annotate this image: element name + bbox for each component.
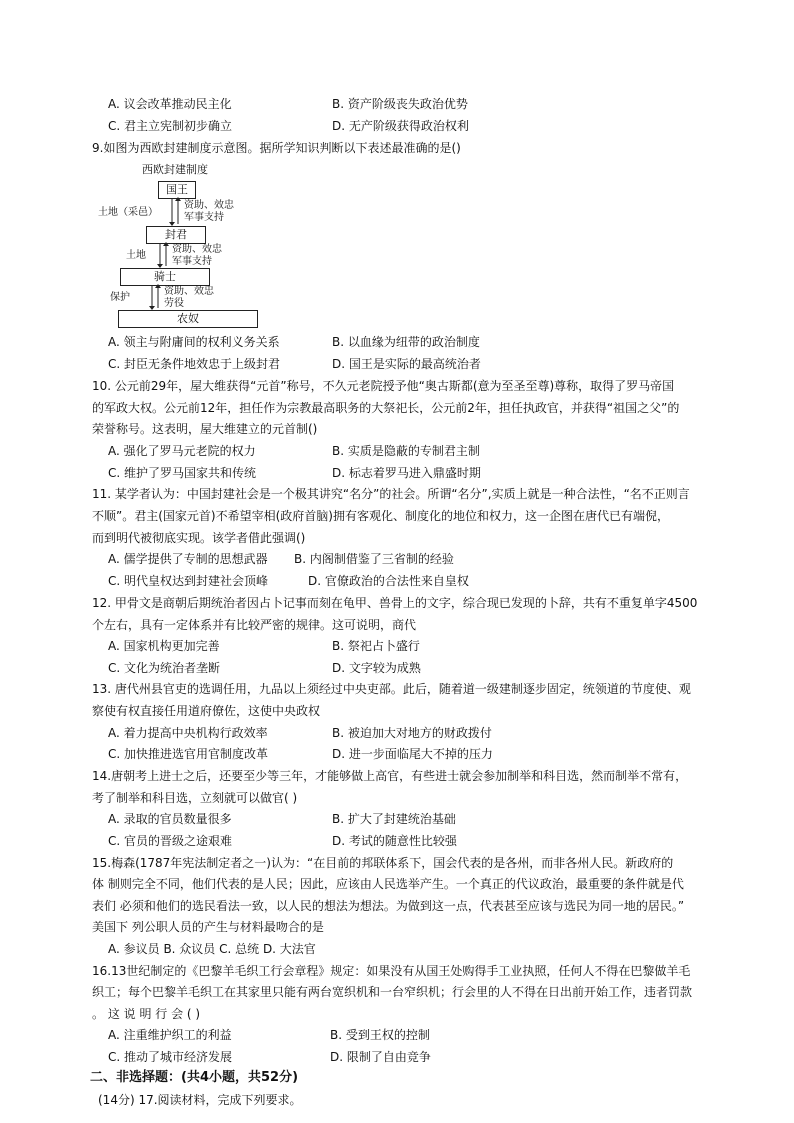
q8-option-d: D. 无产阶级获得政治权利 — [332, 119, 469, 133]
q13-option-c: C. 加快推进选官用官制度改革 — [108, 747, 269, 761]
q13-line1: 13. 唐代州县官吏的选调任用，九品以上须经过中央吏部。此后，随着道一级建制逐步固定，统领道的节度使、观 — [92, 682, 691, 696]
q15-options: A. 参议员 B. 众议员 C. 总统 D. 大法官 — [108, 942, 316, 956]
q13-option-b: B. 被迫加大对地方的财政拨付 — [332, 726, 492, 740]
q8-option-a: A. 议会改革推动民主化 — [108, 97, 232, 111]
diagram-label-support1b: 军事支持 — [184, 212, 224, 223]
diagram-label-protect: 保护 — [110, 292, 130, 303]
q15-line1: 15.梅森(1787年宪法制定者之一)认为：“在目前的邦联体系下，国会代表的是各州，而非各州人民。新政府的 — [92, 856, 674, 870]
diagram-serf-box: 农奴 — [118, 310, 258, 328]
q13-line2: 察使有权直接任用道府僚佐，这使中央政权 — [92, 704, 321, 718]
diagram-label-support3b: 劳役 — [164, 298, 184, 309]
diagram-lord-box: 封君 — [146, 226, 206, 244]
diagram-label-support3a: 资助、效忠 — [164, 286, 214, 297]
diagram-king-box: 国王 — [158, 181, 196, 199]
diagram-label-support1a: 资助、效忠 — [184, 200, 234, 211]
q13-option-d: D. 进一步面临尾大不掉的压力 — [332, 747, 493, 761]
diagram-label-land: 土地 — [126, 250, 146, 261]
q10-option-d: D. 标志着罗马进入鼎盛时期 — [332, 466, 481, 480]
q14-option-d: D. 考试的随意性比较强 — [332, 834, 457, 848]
diagram-label-support2a: 资助、效忠 — [172, 244, 222, 255]
q14-line2: 考了制举和科目选，立刻就可以做官( ) — [92, 791, 298, 805]
q10-option-b: B. 实质是隐蔽的专制君主制 — [332, 444, 480, 458]
q9-option-a: A. 领主与附庸间的权利义务关系 — [108, 335, 280, 349]
q11-line3: 而到明代被彻底实现。该学者借此强调() — [92, 531, 306, 545]
q12-option-a: A. 国家机构更加完善 — [108, 639, 220, 653]
q16-option-a: A. 注重维护织工的利益 — [108, 1028, 232, 1042]
section2-heading: 二、非选择题：(共4小题，共52分) — [90, 1070, 299, 1085]
q10-option-c: C. 维护了罗马国家共和传统 — [108, 466, 257, 480]
diagram-label-support2b: 军事支持 — [172, 256, 212, 267]
q15-line2: 体 制则完全不同，他们代表的是人民；因此，应该由人民选举产生。一个真正的代议政治，最重要的条件就是代 — [92, 877, 684, 891]
q9-option-b: B. 以血缘为纽带的政治制度 — [332, 335, 480, 349]
q8-option-b: B. 资产阶级丧失政治优势 — [332, 97, 468, 111]
q16-option-d: D. 限制了自由竞争 — [330, 1050, 431, 1064]
q13-option-a: A. 着力提高中央机构行政效率 — [108, 726, 268, 740]
q16-line3: 。 这 说 明 行 会 ( ) — [92, 1007, 201, 1021]
q11-option-b: B. 内阁制借鉴了三省制的经验 — [294, 552, 454, 566]
feudal-system-diagram — [98, 162, 258, 332]
q9-stem: 9.如图为西欧封建制度示意图。据所学知识判断以下表述最准确的是() — [92, 141, 461, 155]
q14-line1: 14.唐朝考上进士之后，还要至少等三年，才能够做上高官，有些进士就会参加制举和科目选，然而制举不常有， — [92, 769, 688, 783]
q16-line2: 织工；每个巴黎羊毛织工在其家里只能有两台宽织机和一台窄织机；行会里的人不得在日出前开始工作，违者罚款 — [92, 985, 693, 999]
q15-line4: 美国下 列公职人员的产生与材料最吻合的是 — [92, 920, 324, 934]
q12-option-d: D. 文字较为成熟 — [332, 661, 421, 675]
q16-option-c: C. 推动了城市经济发展 — [108, 1050, 233, 1064]
q16-line1: 16.13世纪制定的《巴黎羊毛织工行会章程》规定：如果没有从国王处购得手工业执照，任何人不得在巴黎做羊毛 — [92, 964, 691, 978]
q17-intro: (14分) 17.阅读材料，完成下列要求。 — [98, 1093, 302, 1107]
q9-option-c: C. 封臣无条件地效忠于上级封君 — [108, 357, 281, 371]
q14-option-b: B. 扩大了封建统治基础 — [332, 812, 456, 826]
q16-option-b: B. 受到王权的控制 — [330, 1028, 430, 1042]
q10-line3: 荣誉称号。这表明，屋大维建立的元首制() — [92, 422, 318, 436]
diagram-knight-box: 骑士 — [120, 268, 210, 286]
diagram-label-land-fief: 土地（采邑） — [98, 207, 158, 218]
q11-line2: 不顺”。君主(国家元首)不希望宰相(政府首脑)拥有客观化、制度化的地位和权力，这一企图在唐代已有端倪， — [92, 509, 669, 523]
q10-line1: 10. 公元前29年，屋大维获得“元首”称号，不久元老院授予他“奥古斯都(意为至圣至尊)尊称，取得了罗马帝国 — [92, 379, 675, 393]
diagram-title: 西欧封建制度 — [142, 163, 208, 176]
q11-option-d: D. 官僚政治的合法性来自皇权 — [308, 574, 469, 588]
q11-option-a: A. 儒学提供了专制的思想武器 — [108, 552, 268, 566]
q8-option-c: C. 君主立宪制初步确立 — [108, 119, 233, 133]
q12-line1: 12. 甲骨文是商朝后期统治者因占卜记事而刻在龟甲、兽骨上的文字，综合现已发现的卜辞，共有不重复单字4500 — [92, 596, 698, 610]
q15-line3: 表们 必须和他们的选民看法一致，以人民的想法为想法。为做到这一点，代表甚至应该与选民为同一地的居民。” — [92, 899, 685, 913]
q12-option-c: C. 文化为统治者垄断 — [108, 661, 221, 675]
q11-line1: 11. 某学者认为：中国封建社会是一个极其讲究“名分”的社会。所谓“名分”,实质上就是一种合法性，“名不正则言 — [92, 487, 690, 501]
q12-line2: 个左右，具有一定体系并有比较严密的规律。这可说明，商代 — [92, 618, 417, 632]
q14-option-c: C. 官员的晋级之途艰难 — [108, 834, 233, 848]
q14-option-a: A. 录取的官员数量很多 — [108, 812, 232, 826]
q9-option-d: D. 国王是实际的最高统治者 — [332, 357, 481, 371]
q10-option-a: A. 强化了罗马元老院的权力 — [108, 444, 256, 458]
q11-option-c: C. 明代皇权达到封建社会顶峰 — [108, 574, 269, 588]
q10-line2: 的军政大权。公元前12年，担任作为宗教最高职务的大祭祀长，公元前2年，担任执政官，并获得“祖国之父”的 — [92, 401, 680, 415]
q12-option-b: B. 祭祀占卜盛行 — [332, 639, 420, 653]
